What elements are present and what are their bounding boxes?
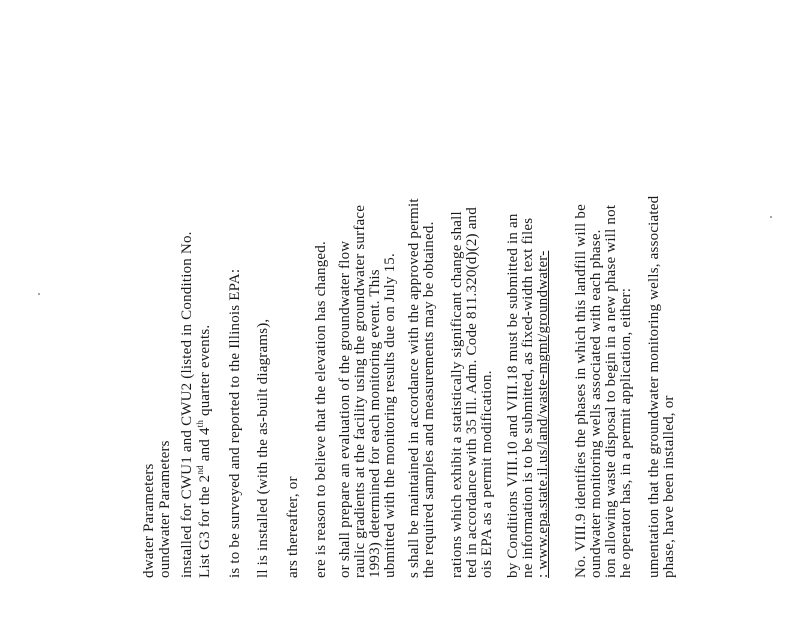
text-line: ars thereafter, or	[285, 476, 301, 578]
text-line: ion allowing waste disposal to begin in a new phase will not	[603, 204, 619, 578]
text-line: ois EPA as a permit modification.	[479, 370, 495, 578]
text-line: rations which exhibit a statistically significant change shall	[449, 211, 465, 578]
text-line: List G3 for the 2nd and 4th quarter events.	[195, 324, 213, 578]
text-line: installed for CWU1 and CWU2 (listed in Condition No.	[179, 231, 195, 578]
epa-url-link[interactable]: : www.epa.state.il.us/land/waste-mgmt/groundwater-	[535, 250, 551, 578]
text-line: ne information is to be submitted, as fixed-width text files	[520, 217, 536, 578]
text-line: oundwater Parameters	[157, 440, 173, 578]
text-line: raulic gradients at the facility using the groundwater surface	[352, 204, 368, 578]
scan-speck	[770, 216, 772, 218]
text-line: dwater Parameters	[141, 463, 157, 578]
text-line: by Conditions VIII.10 and VIII.18 must be submitted in an	[505, 213, 521, 578]
text-line: s shall be maintained in accordance with the approved permit	[406, 198, 422, 578]
text-line: or shall prepare an evaluation of the groundwater flow	[337, 240, 353, 578]
text-line: phase, have been installed, or	[661, 395, 677, 578]
text-line: 1993) determined for each monitoring event. This	[367, 269, 383, 578]
text-line: No. VIII.9 identifies the phases in which this landfill will be	[573, 204, 589, 578]
text-line: ll is installed (with the as-built diagrams),	[255, 318, 271, 578]
text-line: the required samples and measurements may be obtained.	[421, 221, 437, 578]
text-line: is to be surveyed and reported to the Illinois EPA:	[227, 268, 243, 578]
text-line: ted in accordance with 35 Ill. Adm. Code 811.320(d)(2) and	[464, 207, 480, 578]
text-line: ubmitted with the monitoring results due on July 15.	[382, 253, 398, 578]
text-line: oundwater monitoring wells associated with each phase.	[588, 229, 604, 578]
scan-speck	[38, 293, 40, 295]
text-line: he operator has, in a permit application, either:	[618, 287, 634, 578]
text-line: ere is reason to believe that the elevation has changed.	[313, 241, 329, 578]
text-line: umentation that the groundwater monitoring wells, associated	[646, 195, 662, 578]
